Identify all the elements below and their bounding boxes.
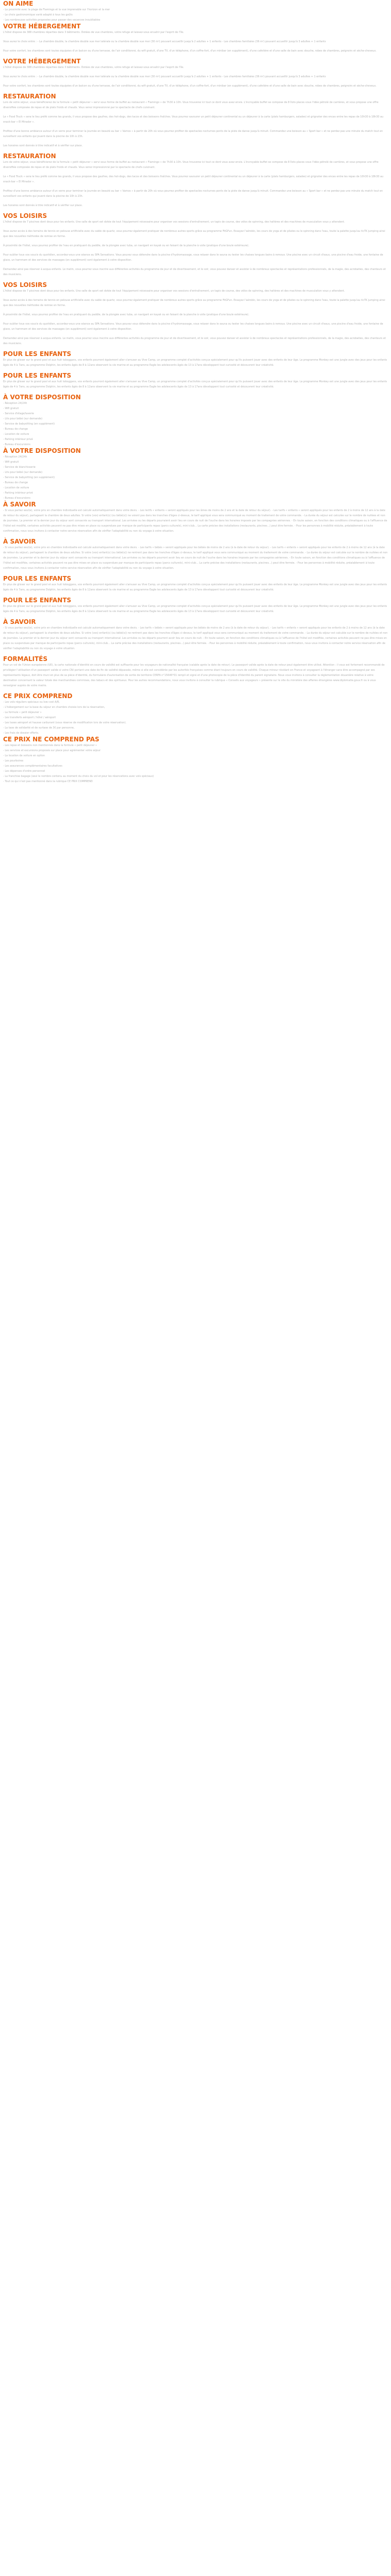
section-body [3,743,388,784]
list-item: - Tout ce qui n'est pas mentionné dans la rubrique CE PRIX COMPREND [3,780,93,783]
section-body [3,379,388,389]
section-body [3,358,388,368]
section [3,372,388,389]
list-item: - Les repas et boissons non mentionnés dans la formule « petit déjeuner » [3,744,97,747]
paragraph: Les horaires sont donnés à titre indicatif et à vérifier sur place. [3,204,83,207]
paragraph: Profitez d'une bonne ambiance autour d'un verre pour terminer la journée en beauté au bar « Vamos » à partir de 20h où vous pourrez profiter de spectacles nocturnes ponts de la piste de danse jusqu'à minuit. Commandez une boisson au « Sport bar » et ne perdez pas une minute du match tout en surveillant vos enfants qui jouent dans la piscine de 10h à 23h. [3,130,383,138]
list-item: - La formule « petit déjeuner » [3,711,42,714]
section-body [3,508,388,534]
list-item: - Les dépenses d'ordre personnel [3,770,45,773]
section-title: POUR LES ENFANTS [3,575,72,582]
paragraph: Pour un vol de l'Union européenne (UE), la carte nationale d'identité en cours de validité est suffisante pour les voyageurs de nationalité française (valable après la date de retour). Le passeport valide après la date de retour peut également être utilisé. Attention : il vous est fortement recommandé de privilégier l'utilisation d'un passeport valide si votre CNI portant une date de fin de validité dépassée, même si elle est considérée par les autorités françaises comme étant toujours en cours de validité. Chaque mineur résidant en France et voyageant à l'étranger sans être accompagné par ses représentants légaux, doit être muni en plus de sa pièce d'identité, du formulaire d'autorisation de sortie de territoire CERFA n°15646*01 rempli et signé et d'une photocopie de la pièce d'identité du parent signataire. Nous vous invitons à consulter la réglementation douanière relative à votre destination concernant la valeur totale des marchandises commises, des tabacs et des spiritueux. Pour les autres recommandations, nous vous invitons à consulter la rubrique « Conseils aux voyageurs » présente sur le site du ministère des affaires étrangères www.diplomatie.gouv.fr ou à vous renseigner auprès de votre mairie. [3,664,385,687]
list-item: - Les services et excursions proposés sur place pour agrémenter votre séjour [3,749,101,752]
list-item: - La taxe de solidarité et de surtaxe de 3€ par personne, [3,726,75,730]
paragraph: Pour votre confort, les chambres sont toutes équipées d'un balcon ou d'une terrasse, de l'air conditionné, du wifi gratuit, d'une TV, d'un téléphone, d'un coffre-fort, d'un minibar (en supplément), d'une cafetière et d'une salle de bain avec douche, robes de chambres, peignoirs et sèche-cheveux. [3,49,377,53]
section [3,618,388,651]
section-body [3,582,388,592]
section-title: CE PRIX COMPREND [3,692,73,700]
list-item: - Service de babysitting (en supplément) [3,422,55,426]
paragraph: Vous aurez le choix entre : - La chambre double, la chambre double vue mer latérale ou la chambre double vue mer (30 m²) pouvant accueillir jusqu'à 2 adultes + 1 enfants - Les chambres familiales (36 m²) pouvant accueillir jusqu'à 3 adultes + 1 enfants [3,40,326,43]
list-item: - La location de voiture en option [3,754,45,757]
paragraph: Lors de votre séjour, vous bénéficierez de la formule « petit déjeuner » servi sous forme de buffet au restaurant « Flamingo » de 7h30 à 10h. Vous trouverez ici tout ce dont vous avez envie. L'incroyable buffet se compose de 8 îlots places vous l'idée pétrolé de carrières, et vous propose une offre diversifiée composée de repas et de plats froids et chauds. Vous serez impressionné par le spectacle de chefs cuisinant. [3,101,379,109]
section-body [3,65,388,89]
section [3,692,388,736]
section [3,394,388,447]
list-item: - Les pourboires [3,759,24,762]
section [3,0,388,23]
section-title: À SAVOIR [3,501,36,508]
section [3,212,388,277]
list-item: - Bureau de change [3,428,28,431]
section [3,447,388,501]
paragraph: - Si vous partez seul(e), votre prix en chambre individuelle est calculé automatiquement dans votre devis. - Les lectfs « enfants » seront appliqués pour les âmes de moins de 2 ans et la date de retour du séjour). - Les tarifs « enfants » seront appliqués pour les enfants de 2 à moins de 12 ans à la date de retour du séjour), partageant la chambre de deux adultes. Si votre (vos) enfant(s) (ou bébé(s)) ne voient pas dans les tranches d'âges ci-dessus, le tarif appliqué vous sera communiqué au moment de traitement de votre commande. - La durée du séjour est calculée sur le nombre de nuitées et non de journées. La premier et la dernier jour du séjour sont consacrés au transport international. Les arrivées ou les départs pourraient avoir lieu en cours de nuit de l'ouche dans les horaires imposés par les compagnies aériennes. - En toute saison, en fonction des conditions climatiques ou à l'affluence de l'hôtel est modifié, certaines activités peuvent ne pas être mises en place ou suspendues par manque de participants repas (parcs culturels), mini-club... La carte précise des installations (restaurants, piscines...) peut être fermée. - Pour les personnes à mobilité réduite, préalablement à toute confirmation, nous vous invitons à contacter notre service réservation afin de vérifier l'adaptabilité ou non du voyage à votre situation. [3,509,387,533]
paragraph: Demandez ainsi pas réserver à acqua enfants. Le matin, vous pourrez vous inscrire aux différentes activités du programme de jour et de divertissement, et le soir, vous pouvez danser et assister à de nombreux spectacles et représentations professionnels, de la magie, des acrobaties, des chanteurs et des musiciens. [3,268,386,276]
section-body [3,545,388,571]
paragraph: Pour oublier tous vos soucis du quotidien, accordez-vous une séance au SPA Sensations. Vous pouvez vous détendre dans la piscine d'hydromassage, vous relaxer dans le sauna ou tester les chaises longues bains à remous. Une piscine avec un circuit d'eaux, une piscine d'eau froide, une fontaine de glace, un hammam et des services de massages (en supplément) sont également à votre disposition. [3,323,383,331]
paragraph: Profitez d'une bonne ambiance autour d'un verre pour terminer la journée en beauté au bar « Vamos » à partir de 20h où vous pourrez profiter de spectacles nocturnes ponts de la piste de danse jusqu'à minuit. Commandez une boisson au « Sport bar » et ne perdez pas une minute du match tout en surveillant vos enfants qui jouent dans la piscine de 10h à 23h. [3,190,383,198]
list-item: - Location de voiture [3,433,29,436]
paragraph: L'hôtel dispose de 388 chambres réparties dans 3 bâtiments. Dotées de vue chambres, votre refuge et laissez-vous envahir par l'esprit de l'île. [3,66,184,69]
paragraph: En plus de glisser sur le grand pool et aux huit toboggans, vos enfants pourront également aller s'amuser au Vive Camp, un programme complet d'activités conçus spécialement pour qu'ils puissent jouer avec des enfants de leur âge. Le programme Monkey est une jungle avec des jeux pour les enfants âgés de 4 à 7ans, au programme Dolphin, les enfants âgés de 8 à 12ans observent la vie marine et au programme Eagle les adolescents âgés de 13 à 17ans développent tout curiosité et découvrent leur créativité. [3,583,387,591]
paragraph: En plus de glisser sur le grand pool et aux huit toboggans, vos enfants pourront également aller s'amuser au Vive Camp, un programme complet d'activités conçus spécialement pour qu'ils puissent jouer avec des enfants de leur âge. Le programme Monkey est une jungle avec des jeux pour les enfants âgés de 4 à 7ans, au programme Dolphin, les enfants âgés de 8 à 12ans observent la vie marine et au programme Eagle les adolescents âgés de 13 à 17ans développent tout curiosité et découvrent leur créativité. [3,380,387,388]
paragraph: - Si vous partez seul(e), votre prix en chambre individuelle est calculé automatiquement dans votre devis. - Les tarifs « bébés » seront appliqués pour les bébés de moins de 2 ans (à la date de retour du séjour). - Les tarifs « enfants » seront appliqués pour les enfants de 2 à moins de 12 ans (à la date de retour du séjour), partageant la chambre de deux adultes. Si votre (vos) enfant(s) (ou bébé(s)) ne rentrent pas dans les tranches d'âges ci-dessus, le tarif appliqué vous sera communiqué au moment du traitement de votre commande. - La durée du séjour est calculée sur le nombre de nuitées et non de journées. La premier et la dernier jour du séjour sont consacrés au transport international. Les arrivées ou les départs pourront avoir lieu en cours de nuit. - En toute saison, en fonction des conditions climatiques ou à l'affluence de l'hôtel est modifiée, certaines activités peuvent ne pas être mises en place ou suspendues par manque de participants repas (parcs culturels), mini-club... La carte précise des installations (restaurants, piscines...) peut être fermée. - Pour les personnes à mobilité réduite, préalablement à toute confirmation, nous vous invitons à contacter notre service réservation afin de vérifier l'adaptabilité ou non du voyage à votre situation. [3,626,388,650]
list-item: - Lits pour bébé (sur demande) [3,417,43,420]
section [3,23,388,54]
section [3,538,388,571]
section-body [3,663,388,688]
list-item: - Les assurances complémentaires facultatives [3,765,62,768]
section-body [3,30,388,54]
section [3,501,388,534]
list-item: - Les taxes aéroport et hausse carburant (sous réserve de modification lors de votre réservation). [3,721,126,724]
paragraph: Les horaires sont donnés à titre indicatif et à vérifier sur place. [3,144,83,147]
list-item: - Les transferts aéroport / hôtel / aéroport [3,716,56,719]
paragraph: À proximité de l'hôtel, vous pourrez profiter de l'eau en pratiquant du paddle, de la plongée avec tuba, un navigant en kayak ou en faisant de la planche à voile (pratique d'une boule extérieure). [3,244,250,247]
paragraph: L'hôtel dispose de 7 piscines dont deux pour les enfants. Une salle de sport est dotée de tout l'équipement nécessaire pour organiser vos sessions d'entraînement, un tapis de course, des vélos de spinning, des haltères et des machines de musculation vous y attendent. [3,290,345,293]
list-item: - Le choix gastronomique varié adapté à tous les goûts [3,13,73,16]
document [0,0,391,784]
section-title: VOTRE HÉBERGEMENT [3,23,81,30]
section-title: À VOTRE DISPOSITION [3,447,81,454]
section-title: RESTAURATION [3,152,56,160]
section-body [3,289,388,346]
section-title: POUR LES ENFANTS [3,597,72,604]
section-title: À SAVOIR [3,538,36,545]
paragraph: Vous aurez accès à des terrains de tennis en pelouse artificielle avec du sable de quartz, vous pourrez également pratiquer de nombreux autres sports grâce au programme FitGFun. Essayez l'aérobic, les cours de yoga et de pilates ou le spinning dans l'eau, toute la palette jusqu'au ticTK jumping ainsi que des nouvelles méthodes de remise en forme. [3,230,385,238]
list-item: - Service de blanchisserie [3,466,36,469]
paragraph: L'hôtel dispose de 388 chambres réparties dans 3 bâtiments. Dotées de vue chambres, votre refuge et laissez-vous envahir par l'esprit de l'île. [3,31,184,34]
paragraph: Pour oublier tous vos soucis du quotidien, accordez-vous une séance au SPA Sensations. Vous pouvez vous détendre dans la piscine d'hydromassage, vous relaxer dans le sauna ou tester les chaises longues bains à remous. Une piscine avec un circuit d'eaux, une piscine d'eau froide, une fontaine de glace, un hammam et des services de massages (en supplément) sont également à votre disposition. [3,253,383,262]
section [3,152,388,208]
paragraph: Vous aurez accès à des terrains de tennis en pelouse artificielle avec du sable de quartz, vous pourrez également pratiquer de nombreux autres sports grâce au programme FitGFun. Essayez l'aérobic, les cours de yoga et de pilates ou le spinning dans l'eau, toute la palette jusqu'au ticTK jumping ainsi que des nouvelles méthodes de remise en forme. [3,299,385,307]
section-title: FORMALITÉS [3,655,48,663]
section-title: POUR LES ENFANTS [3,372,72,379]
paragraph: Pour votre confort, les chambres sont toutes équipées d'un balcon ou d'une terrasse, de l'air conditionné, du wifi gratuit, d'une TV, d'un téléphone, d'un coffre-fort, d'un minibar (en supplément), d'une cafetière et d'une salle de bain avec douche, robes de chambres, peignoirs et sèche-cheveux. [3,84,377,88]
section-title: VOTRE HÉBERGEMENT [3,58,81,65]
list-item: - Parking intérieur privé [3,492,33,495]
list-item: - Bureau d'excursions [3,443,30,446]
paragraph: Le « Food Truck » sera le lieu préfé comme les grands, il vous propose des gaufres, des hot-dogs, des tacos et des boissons fraîches. Vous pourrez savourer un petit déjeuner continental ou un déjeuner à la carte (plats hamburgers, salades) et grignoter des encas entre les repas de 10h30 à 18h30 au snack-bar « El Mirador ». [3,115,384,124]
list-item: - Location de voiture [3,486,29,489]
list-item: - Les nombreuses activités proposées pour passer des vacances inoubliables [3,19,101,22]
section-body [3,401,388,447]
section-title: À VOTRE DISPOSITION [3,394,81,401]
paragraph: Vous aurez le choix entre : - La chambre double, la chambre double vue mer latérale ou la chambre double vue mer (30 m²) pouvant accueillir jusqu'à 2 adultes + 1 enfants - Les chambres familiales (36 m²) pouvant accueillir jusqu'à 3 adultes + 1 enfants [3,75,326,78]
paragraph: L'hôtel dispose de 7 piscines dont deux pour les enfants. Une salle de sport est dotée de tout l'équipement nécessaire pour organiser vos sessions d'entraînement, un tapis de course, des vélos de spinning, des haltères et des machines de musculation vous y attendent. [3,221,345,224]
paragraph: - Si vous partez seul(e), votre prix en chambre individuelle est calculé automatiquement dans votre devis. - Les tarifs « bébés » seront appliqués pour les bébés de moins de 2 ans (à la date de retour du séjour). - Les tarifs « enfants » seront appliqués pour les enfants de 2 à moins de 12 ans (à la date de retour du séjour), partageant la chambre de deux adultes. Si votre (vos) enfant(s) (ou bébé(s)) ne rentrent pas dans les tranches d'âges ci-dessus, le tarif appliqué vous sera communiqué au moment du traitement de votre commande. - La durée du séjour est calculée sur le nombre de nuitées et non de journées. La premier et la dernier jour du séjour sont consacrés au transport international. Les arrivées ou les départs pourront avoir lieu en cours de nuit de l'ouche dans les horaires imposés par les compagnies aériennes. - En toute saison, en fonction des conditions climatiques ou à l'affluence de l'hôtel est modifiée, certaines activités peuvent ne pas être mises en place ou suspendues par manque de participants repas (parcs culturels), mini-club... La carte précise des installations (restaurants, piscines...) peut être fermée. - Pour les personnes à mobilité réduite, préalablement à toute confirmation, nous vous invitons à contacter notre service réservation afin de vérifier l'adaptabilité ou non du voyage à votre situation. [3,546,388,570]
list-item: - La franchise bagage (seul le nombre contenu au moment du choix du vol et pour les réservations avec vols spéciaux) [3,775,154,778]
paragraph: En plus de glisser sur le grand pool et aux huit toboggans, vos enfants pourront également aller s'amuser au Vive Camp, un programme complet d'activités conçus spécialement pour qu'ils puissent jouer avec des enfants de leur âge. Le programme Monkey est une jungle avec des jeux pour les enfants âgés de 4 à 7ans, au programme Dolphin, les enfants âgés de 8 à 12ans observent la vie marine et au programme Eagle les adolescents âgés de 13 à 17ans développent tout curiosité et découvrent leur créativité. [3,605,387,613]
section-body [3,7,388,23]
list-item: - L'hébergement sur la base du séjour en chambre choisie lors de la réservation, [3,706,105,709]
section-title: RESTAURATION [3,93,56,100]
list-item: - Lits pour bébé (sur demande) [3,471,43,474]
section-title: ON AIME [3,0,34,7]
section [3,655,388,688]
section-body [3,604,388,614]
list-item: - Réception 24/24h [3,402,27,405]
paragraph: Lors de votre séjour, vous bénéficierez de la formule « petit déjeuner » servi sous forme de buffet au restaurant « Flamingo » de 7h30 à 10h. Vous trouverez ici tout ce dont vous avez envie. L'incroyable buffet se compose de 8 îlots places vous l'idée pétrolé de carrières, et vous propose une offre diversifiée composée de repas et de plats froids et chauds. Vous serez impressionné par le spectacle de chefs cuisinant. [3,161,379,169]
section [3,597,388,614]
section [3,281,388,346]
list-item: - Wifi gratuit [3,461,19,464]
section [3,350,388,368]
list-item: - Service de babysitting (en supplément) [3,476,55,479]
section-title: VOS LOISIRS [3,212,47,219]
section-body [3,700,388,736]
section-title: CE PRIX NE COMPREND PAS [3,736,100,743]
section-body [3,454,388,501]
section [3,58,388,89]
list-item: - Bureau d'excursions [3,497,30,500]
section-body [3,100,388,148]
section [3,736,388,784]
section [3,575,388,592]
list-item: - Bureau de change [3,481,28,484]
list-item: - Parking intérieur privé [3,438,33,441]
section [3,93,388,148]
paragraph: À proximité de l'hôtel, vous pourrez profiter de l'eau en pratiquant du paddle, de la plongée avec tuba, un navigant en kayak ou en faisant de la planche à voile (pratique d'une boule extérieure). [3,313,250,316]
list-item: - Les frais de dossier offerts. [3,732,39,735]
section-body [3,219,388,277]
paragraph: En plus de glisser sur le grand pool et aux huit toboggans, vos enfants pourront également aller s'amuser au Vive Camp, un programme complet d'activités conçus spécialement pour qu'ils puissent jouer avec des enfants de leur âge. Le programme Monkey est une jungle avec des jeux pour les enfants âgés de 4 à 7ans, au programme Dolphin, les enfants âgés de 8 à 12ans observent la vie marine et au programme Eagle les adolescents âgés de 13 à 17ans développent tout curiosité et découvrent leur créativité. [3,359,387,367]
paragraph: Demandez ainsi pas réserver à acqua enfants. Le matin, vous pourrez vous inscrire aux différentes activités du programme de jour et de divertissement, et le soir, vous pouvez danser et assister à de nombreux spectacles et représentations professionnels, de la magie, des acrobaties, des chanteurs et des musiciens. [3,337,386,345]
section-body [3,625,388,651]
section-title: POUR LES ENFANTS [3,350,72,358]
paragraph: Le « Food Truck » sera le lieu préfé comme les grands, il vous propose des gaufres, des hot-dogs, des tacos et des boissons fraîches. Vous pourrez savourer un petit déjeuner continental ou un déjeuner à la carte (plats hamburgers, salades) et grignoter des encas entre les repas de 10h30 à 18h30 au snack-bar « El Mirador ». [3,175,384,183]
section-body [3,160,388,208]
list-item: - Les vols réguliers spéciaux ou low cost A/R, [3,701,60,704]
section-title: VOS LOISIRS [3,281,47,289]
list-item: - Service d'étage/laverie [3,412,34,415]
list-item: - La proximité avec la plage de Flamingo et la vue imprenable sur l'horizon et la mer [3,8,110,11]
list-item: - Réception 24/24h [3,455,27,459]
list-item: - Wifi gratuit [3,407,19,410]
section-title: À SAVOIR [3,618,36,625]
